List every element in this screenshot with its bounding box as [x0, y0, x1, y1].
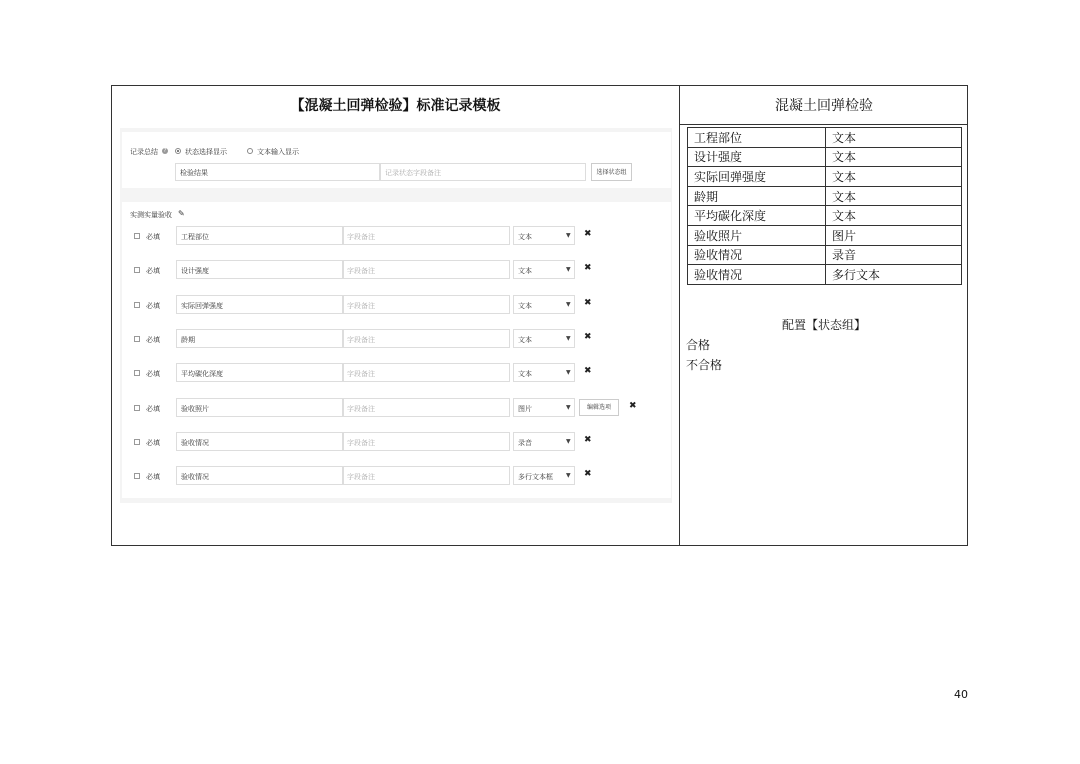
radio-state-display[interactable] [175, 148, 181, 154]
edit-options-button[interactable]: 编辑选项 [579, 399, 619, 416]
required-label: 必填 [146, 233, 160, 241]
chevron-down-icon: ▼ [566, 301, 571, 308]
field-name-input[interactable] [176, 329, 343, 348]
state-item: 合格 [686, 338, 711, 352]
close-icon[interactable]: ✖ [584, 332, 592, 342]
field-type-cell: 文本 [826, 167, 962, 187]
field-remark-input[interactable] [343, 432, 510, 451]
required-checkbox[interactable] [134, 336, 140, 342]
field-name: 验收照片 [181, 405, 209, 413]
summary-value: 检验结果 [180, 169, 208, 177]
required-label: 必填 [146, 439, 160, 447]
field-name-input[interactable] [176, 226, 343, 245]
summary-value-input[interactable] [175, 163, 380, 181]
required-checkbox[interactable] [134, 233, 140, 239]
field-name-cell: 设计强度 [688, 147, 826, 167]
close-icon[interactable]: ✖ [584, 435, 592, 445]
field-type-value: 文本 [518, 336, 532, 344]
field-name-cell: 平均碳化深度 [688, 206, 826, 226]
field-remark-input[interactable] [343, 295, 510, 314]
field-type-select[interactable] [513, 363, 575, 382]
field-remark-placeholder: 字段备注 [347, 336, 375, 344]
close-icon[interactable]: ✖ [584, 298, 592, 308]
radio-text-input[interactable] [247, 148, 253, 154]
field-name-cell: 验收照片 [688, 225, 826, 245]
table-row [688, 128, 962, 148]
field-name: 平均碳化深度 [181, 370, 223, 378]
fields-card [122, 202, 671, 498]
page-number: 40 [954, 688, 968, 701]
field-type-cell: 文本 [826, 147, 962, 167]
field-type-select[interactable] [513, 226, 575, 245]
chevron-down-icon: ▼ [566, 438, 571, 445]
required-checkbox[interactable] [134, 473, 140, 479]
field-type-value: 文本 [518, 370, 532, 378]
field-name-cell: 验收情况 [688, 265, 826, 285]
required-label: 必填 [146, 302, 160, 310]
field-type-select[interactable] [513, 466, 575, 485]
field-name: 龄期 [181, 336, 195, 344]
pencil-icon[interactable]: ✎ [178, 209, 185, 218]
summary-label: 记录总结 [130, 148, 158, 156]
required-checkbox[interactable] [134, 370, 140, 376]
field-remark-placeholder: 字段备注 [347, 405, 375, 413]
table-row [688, 265, 962, 285]
table-row [688, 186, 962, 206]
field-name-cell: 工程部位 [688, 128, 826, 148]
required-label: 必填 [146, 336, 160, 344]
table-row [688, 225, 962, 245]
close-icon[interactable]: ✖ [584, 263, 592, 273]
inspection-title: 混凝土回弹检验 [775, 98, 873, 114]
summary-remark-placeholder: 记录状态字段备注 [385, 169, 441, 177]
field-name-cell: 验收情况 [688, 245, 826, 265]
radio-text-label: 文本输入显示 [257, 148, 299, 156]
field-type-cell: 图片 [826, 225, 962, 245]
state-item: 不合格 [686, 358, 723, 372]
chevron-down-icon: ▼ [566, 369, 571, 376]
field-name-input[interactable] [176, 363, 343, 382]
field-remark-placeholder: 字段备注 [347, 233, 375, 241]
chevron-down-icon: ▼ [566, 335, 571, 342]
field-type-select[interactable] [513, 295, 575, 314]
section-title: 实测实量验收 [130, 211, 172, 219]
field-remark-input[interactable] [343, 329, 510, 348]
required-label: 必填 [146, 473, 160, 481]
help-icon[interactable]: ? [163, 148, 167, 154]
field-type-value: 文本 [518, 302, 532, 310]
field-name: 设计强度 [181, 267, 209, 275]
field-remark-input[interactable] [343, 466, 510, 485]
field-name-cell: 实际回弹强度 [688, 167, 826, 187]
field-name-input[interactable] [176, 432, 343, 451]
choose-state-button[interactable]: 选择状态组 [591, 163, 632, 181]
title-rule [680, 124, 968, 125]
template-title: 【混凝土回弹检验】标准记录模板 [290, 98, 501, 114]
field-type-select[interactable] [513, 260, 575, 279]
summary-remark-input[interactable] [380, 163, 586, 181]
required-label: 必填 [146, 405, 160, 413]
field-name: 验收情况 [181, 439, 209, 447]
chevron-down-icon: ▼ [566, 266, 571, 273]
field-name: 工程部位 [181, 233, 209, 241]
field-type-value: 文本 [518, 267, 532, 275]
field-remark-input[interactable] [343, 260, 510, 279]
config-title: 配置【状态组】 [781, 318, 866, 332]
field-type-cell: 文本 [826, 128, 962, 148]
table-row [688, 147, 962, 167]
field-name: 实际回弹强度 [181, 302, 223, 310]
field-remark-input[interactable] [343, 398, 510, 417]
field-type-value: 文本 [518, 233, 532, 241]
field-name-input[interactable] [176, 260, 343, 279]
field-name-cell: 龄期 [688, 186, 826, 206]
field-name: 验收情况 [181, 473, 209, 481]
required-checkbox[interactable] [134, 302, 140, 308]
radio-state-label: 状态选择显示 [185, 148, 227, 156]
close-icon[interactable]: ✖ [629, 401, 637, 411]
field-remark-placeholder: 字段备注 [347, 370, 375, 378]
table-row [688, 206, 962, 226]
close-icon[interactable]: ✖ [584, 469, 592, 479]
field-name-input[interactable] [176, 466, 343, 485]
table-row [688, 167, 962, 187]
chevron-down-icon: ▼ [566, 472, 571, 479]
required-checkbox[interactable] [134, 405, 140, 411]
field-type-select[interactable] [513, 398, 575, 417]
field-type-value: 录音 [518, 439, 532, 447]
chevron-down-icon: ▼ [566, 232, 571, 239]
field-remark-placeholder: 字段备注 [347, 439, 375, 447]
field-type-cell: 多行文本 [826, 265, 962, 285]
table-row [688, 245, 962, 265]
field-type-select[interactable] [513, 432, 575, 451]
field-name-input[interactable] [176, 398, 343, 417]
required-checkbox[interactable] [134, 439, 140, 445]
field-remark-input[interactable] [343, 363, 510, 382]
required-label: 必填 [146, 267, 160, 275]
field-remark-placeholder: 字段备注 [347, 473, 375, 481]
field-name-input[interactable] [176, 295, 343, 314]
close-icon[interactable]: ✖ [584, 366, 592, 376]
field-type-cell: 录音 [826, 245, 962, 265]
field-remark-placeholder: 字段备注 [347, 302, 375, 310]
field-type-cell: 文本 [826, 186, 962, 206]
close-icon[interactable]: ✖ [584, 229, 592, 239]
field-type-value: 多行文本框 [518, 473, 553, 481]
field-type-select[interactable] [513, 329, 575, 348]
required-label: 必填 [146, 370, 160, 378]
field-table [687, 127, 962, 285]
field-type-value: 图片 [518, 405, 532, 413]
field-type-cell: 文本 [826, 206, 962, 226]
required-checkbox[interactable] [134, 267, 140, 273]
field-remark-input[interactable] [343, 226, 510, 245]
chevron-down-icon: ▼ [566, 404, 571, 411]
field-remark-placeholder: 字段备注 [347, 267, 375, 275]
